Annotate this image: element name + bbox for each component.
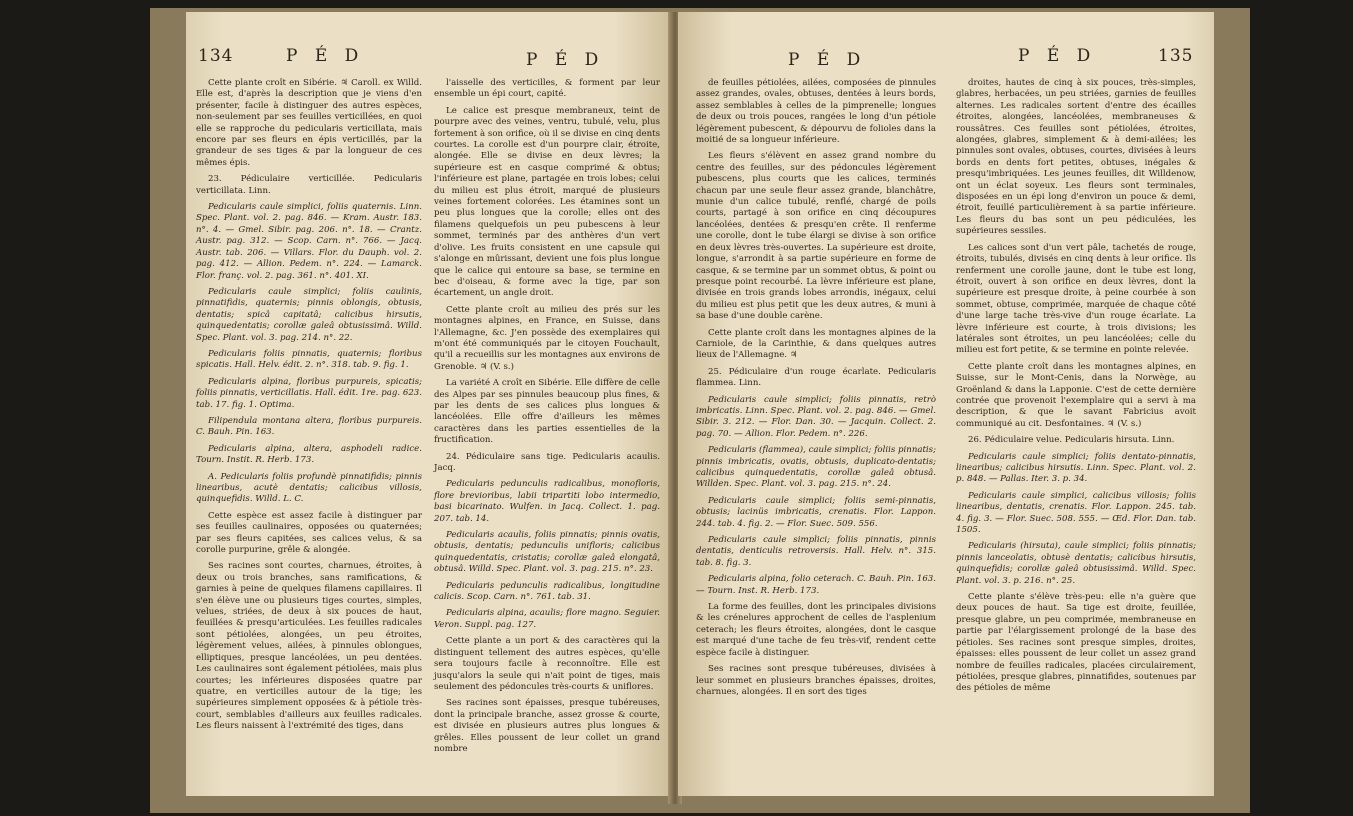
paragraph: Pedicularis caule simplici; foliis dentato-pinnatis, linearibus; calicibus hirsutis. Linn. Spec. Plant. vol. 2. p. 848. — Pallas. Iter. 3. p. 34. [956, 451, 1196, 485]
right-running-head-2: P É D [1018, 46, 1097, 66]
right-page-header [678, 46, 1214, 72]
paragraph: Ses racines sont presque tubéreuses, divisées à leur sommet en plusieurs branches épaisses, droites, charnues, alongées. Il en sort des tiges [696, 664, 936, 697]
paragraph: Pedicularis foliis pinnatis, quaternis; floribus spicatis. Hall. Helv. édit. 2. n°. 318. tab. 9. fig. 1. [196, 348, 422, 371]
paragraph: Le calice est presque membraneux, teint de pourpre avec des veines, ventru, tubulé, velu, plus fortement à son orifice, où il se divise en cinq dents courtes. La corolle est d'un pourpre clair, étroite, alongée. Elle se divise en deux lèvres; la supérieure est en casque comprimé & obtus; l'inférieure est plane, partagée en trois lobes; celui du milieu est plus étroit, marqué de plusieurs veines fortement colorées. Les étamines sont un peu plus longues que la corolle; elles ont des filamens quelquefois un peu pubescens à leur sommet, terminés par des anthères d'un vert d'olive. Les fruits consistent en une capsule qui s'alonge en mûrissant, devient une fois plus longue que le calice qui entoure sa base, se termine en bec d'oiseau, & forme avec la tige, par son écartement, un angle droit. [434, 105, 660, 299]
right-column-2 [956, 78, 1196, 700]
paragraph: Cette espèce est assez facile à distinguer par ses feuilles caulinaires, opposées ou quaternées; par ses fleurs capitées, ses calices velus, & sa corolle purpurine, grêle & alongée. [196, 510, 422, 556]
paragraph: Pedicularis caule simplici; foliis pinnatis, pinnis dentatis, denticulis retroversis. Hall. Helv. n°. 315. tab. 8. fig. 3. [696, 535, 936, 568]
paragraph: Pedicularis caule simplici; foliis caulinis, pinnatifidis, quaternis; pinnis oblongis, obtusis, dentatis; spicâ capitatâ; calicibus hirsutis, quinquedentatis; corollæ galeâ obtusissimâ. Willd. Spec. Plant. vol. 3. pag. 214. n°. 22. [196, 286, 422, 343]
paragraph: Cette plante croît en Sibérie. ♃ Caroll. ex Willd. Elle est, d'après la description que je viens d'en présenter, facile à distinguer des autres espèces, non-seulement par ses feuilles verticillées, en quoi elle se rapproche du pedicularis verticillata, mais encore par ses fleurs en épis verticillés, par la grandeur de ses tiges & par la longueur de ces mêmes épis. [196, 78, 422, 168]
left-page-number: 134 [198, 46, 234, 66]
paragraph: Ses racines sont épaisses, presque tubéreuses, dont la principale branche, assez grosse & courte, est divisée en plusieurs autres plus longues & grêles. Elles poussent de leur collet un grand nombre [434, 698, 660, 754]
left-page-header [186, 46, 672, 72]
paragraph: La variété A croît en Sibérie. Elle diffère de celle des Alpes par ses pinnules beaucoup plus fines, & par les dents de ses calices plus longues & lancéolées. Elle offre d'ailleurs les mêmes caractères dans les parties essentielles de la fructification. [434, 378, 660, 446]
paragraph: Pedicularis caule simplici; foliis pinnatis, retrò imbricatis. Linn. Spec. Plant. vol. 2. pag. 846. — Gmel. Sibir. 3. 212. — Flor. Dan. 30. — Jacquin. Collect. 2. pag. 70. — Allion. Flor. Pedem. n°. 226. [696, 394, 936, 439]
paragraph: Pedicularis alpina, altera, asphodeli radice. Tourn. Instit. R. Herb. 173. [196, 443, 422, 466]
paragraph: Filipendula montana altera, floribus purpureis. C. Bauh. Pin. 163. [196, 415, 422, 438]
paragraph: Pedicularis caule simplici, foliis quaternis. Linn. Spec. Plant. vol. 2. pag. 846. — Kram. Austr. 183. n°. 4. — Gmel. Sibir. pag. 206. n°. 18. — Crantz. Austr. pag. 312. — Scop. Carn. n°. 766. — Jacq. Austr. tab. 206. — Villars. Flor. du Dauph. vol. 2. pag. 412. — Allion. Pedem. n°. 224. — Lamarck. Flor. franç. vol. 2. pag. 361. n°. 401. XI. [196, 202, 422, 281]
paragraph: Pedicularis alpina, folio ceterach. C. Bauh. Pin. 163. — Tourn. Inst. R. Herb. 173. [696, 574, 936, 596]
paragraph: 23. Pédiculaire verticillée. Pedicularis verticillata. Linn. [196, 174, 422, 196]
paragraph: La forme des feuilles, dont les principales divisions & les crénelures approchent de celles de l'asplenium ceterach; les fleurs étroites, alongées, dont le casque est marqué d'une tache de feu très-vif, rendent cette espèce facile à distinguer. [696, 602, 936, 658]
paragraph: Les calices sont d'un vert pâle, tachetés de rouge, étroits, tubulés, divisés en cinq dents à leur orifice. Ils renferment une corolle jaune, dont le tube est long, étroit, ouvert à son orifice en deux lèvres, dont la supérieure est presque droite, à peine courbée à son sommet, obtuse, comprimée, marquée de chaque côté d'une large tache très-vive d'un rouge écarlate. La lèvre inférieure est courte, à trois divisions; les latérales sont étroites, un peu lancéolées; celle du milieu est fort petite, & se termine en pointe relevée. [956, 242, 1196, 356]
paragraph: droites, hautes de cinq à six pouces, très-simples, glabres, herbacées, un peu striées, garnies de feuilles alternes. Les radicales sortent d'entre des écailles étroites, alongées, lancéolées, membraneuses & roussâtres. Ces feuilles sont pétiolées, étroites, alongées, glabres, simplement & à demi-ailées; les pinnules sont ovales, obtuses, courtes, divisées à leurs bords en dents fort petites, obtuses, inégales & presqu'imbriquées. Les jeunes feuilles, dit Willdenow, ont un éclat soyeux. Les fleurs sont terminales, disposées en un épi long d'environ un pouce & demi, étroit, feuillé particulièrement à sa partie inférieure. Les fleurs du bas sont un peu pédiculées, les supérieures sessiles. [956, 78, 1196, 237]
right-page-number: 135 [1158, 46, 1194, 66]
paragraph: Cette plante croît au milieu des prés sur les montagnes alpines, en France, en Suisse, dans l'Allemagne, &c. J'en possède des exemplaires qui m'ont été communiqués par le citoyen Fouchault, qu'il a recueillis sur les montagnes aux environs de Grenoble. ♃ (V. s.) [434, 304, 660, 372]
left-running-head: P É D [286, 46, 365, 66]
paragraph: Cette plante croît dans les montagnes alpines, en Suisse, sur le Mont-Cenis, dans la Norwège, au Groënland & dans la Lapponie. C'est de cette dernière contrée que provenoit l'exemplaire qui a servi à ma description, & que le savant Fabricius avoit communiqué au cit. Desfontaines. ♃ (V. s.) [956, 361, 1196, 429]
paragraph: Ses racines sont courtes, charnues, étroites, à deux ou trois branches, sans ramifications, & garnies à peine de quelques filamens capillaires. Il s'en élève une ou plusieurs tiges courtes, simples, velues, striées, de deux à six pouces de haut, feuillées & presqu'articulées. Les feuilles radicales sont pétiolées, alongées, un peu étroites, légèrement velues, ailées, à pinnules oblongues, elliptiques, presque lancéolées, un peu dentées. Les caulinaires sont également pétiolées, mais plus courtes; les inférieures disposées quatre par quatre, en verticilles autour de la tige; les supérieures simplement opposées & à pétiole très-court, semblables d'ailleurs aux feuilles radicales. Les fleurs naissent à l'extrémité des tiges, dans [196, 561, 422, 732]
left-running-head-2: P É D [526, 50, 605, 70]
paragraph: l'aisselle des verticilles, & forment par leur ensemble un épi court, capité. [434, 78, 660, 100]
right-column-1 [696, 78, 936, 703]
left-column-1 [196, 78, 422, 738]
paragraph: 25. Pédiculaire d'un rouge écarlate. Pedicularis flammea. Linn. [696, 366, 936, 389]
right-page [678, 12, 1214, 796]
paragraph: de feuilles pétiolées, ailées, composées de pinnules assez grandes, ovales, obtuses, dentées à leurs bords, assez semblables à celles de la pimprenelle; longues de deux ou trois pouces, rangées le long d'un pétiole légèrement pubescent, & dépourvu de folioles dans la moitié de sa longueur inférieure. [696, 78, 936, 146]
left-page [186, 12, 672, 796]
paragraph: Pedicularis alpina, floribus purpureis, spicatis; foliis pinnatis, verticillatis. Hall. édit. 1re. pag. 623. tab. 17. fig. 1. Optima. [196, 376, 422, 410]
paragraph: Pedicularis (hirsuta), caule simplici; foliis pinnatis; pinnis lanceolatis, obtusè dentatis; calicibus hirsutis, quinquefidis; corollæ galeâ obtusissimâ. Willd. Spec. Plant. vol. 3. p. 216. n°. 25. [956, 541, 1196, 586]
paragraph: Pedicularis acaulis, foliis pinnatis; pinnis ovatis, obtusis, dentatis; pedunculis unifloris; calicibus quinquedentatis, cristatis; corollæ galeâ elongatâ, obtusâ. Willd. Spec. Plant. vol. 3. pag. 215. n°. 23. [434, 530, 660, 575]
paragraph: Pedicularis (flammea), caule simplici; foliis pinnatis; pinnis imbricatis, ovatis, obtusis, duplicato-dentatis; calicibus quinquedentatis, corollæ galeâ obtusâ. Willden. Spec. Plant. vol. 3. pag. 215. n°. 24. [696, 445, 936, 490]
paragraph: Pedicularis pedunculis radicalibus, monofloris, flore brevioribus, labii tripartiti lobo intermedio, basi bicarinato. Wulfen. in Jacq. Collect. 1. pag. 207. tab. 14. [434, 479, 660, 524]
paragraph: 24. Pédiculaire sans tige. Pedicularis acaulis. Jacq. [434, 451, 660, 473]
paragraph: Pedicularis caule simplici; foliis semi-pinnatis, obtusis; lacinüs imbricatis, crenatis. Flor. Lappon. 244. tab. 4. fig. 2. — Flor. Suec. 509. 556. [696, 495, 936, 529]
paragraph: 26. Pédiculaire velue. Pedicularis hirsuta. Linn. [968, 435, 1175, 446]
paragraph: Pedicularis caule simplici, calicibus villosis; foliis linearibus, dentatis, crenatis. Flor. Lappon. 245. tab. 4. fig. 3. — Flor. Suec. 508. 555. — Œd. Flor. Dan. tab. 1505. [956, 490, 1196, 536]
paragraph: Pedicularis alpina, acaulis; flore magno. Seguier. Veron. Suppl. pag. 127. [434, 608, 660, 630]
left-column-2 [434, 78, 660, 760]
paragraph: A. Pedicularis foliis profundè pinnatifidis; pinnis linearibus, acutè dentatis; calicibus villosis, quinquefidis. Willd. L. C. [196, 471, 422, 505]
paragraph: Pedicularis pedunculis radicalibus, longitudine calicis. Scop. Carn. n°. 761. tab. 31. [434, 580, 660, 603]
right-running-head: P É D [788, 50, 867, 70]
paragraph: Cette plante croît dans les montagnes alpines de la Carniole, de la Carinthie, & dans quelques autres lieux de l'Allemagne. ♃ [696, 327, 936, 361]
paragraph: Cette plante a un port & des caractères qui la distinguent tellement des autres espèces, qu'elle sera toujours facile à reconnoître. Elle est jusqu'alors la seule qui n'ait point de tiges, mais seulement des pédoncules très-courts & uniflores. [434, 636, 660, 692]
paragraph: Les fleurs s'élèvent en assez grand nombre du centre des feuilles, sur des pédoncules légèrement pubescens, plus courts que les calices, terminés chacun par une seule fleur assez grande, blanchâtre, munie d'un calice tubulé, renflé, chargé de poils courts, partagé à son orifice en cinq découpures lancéolées, dentées & presqu'en crête. Il renferme une corolle, dont le tube élargi se divise à son orifice en deux lèvres très-ouvertes. La supérieure est droite, longue, s'arrondit à sa partie supérieure en forme de casque, & se termine par un sommet obtus, & point ou presque point recourbé. La lèvre inférieure est plane, divisée en trois grands lobes arrondis, inégaux, celui du milieu est plus petit que les deux autres, & muni à sa base d'une double carène. [696, 151, 936, 322]
paragraph: Cette plante s'élève très-peu: elle n'a guère que deux pouces de haut. Sa tige est droite, feuillée, presque glabre, un peu comprimée, membraneuse en partie par l'élargissement prolongé de la base des pétioles. Ses racines sont presque simples, droites, épaisses: elles poussent de leur collet un assez grand nombre de feuilles radicales, placées circulairement, pétiolées, presque glabres, pinnatifides, soutenues par des pétioles de même [956, 592, 1196, 694]
